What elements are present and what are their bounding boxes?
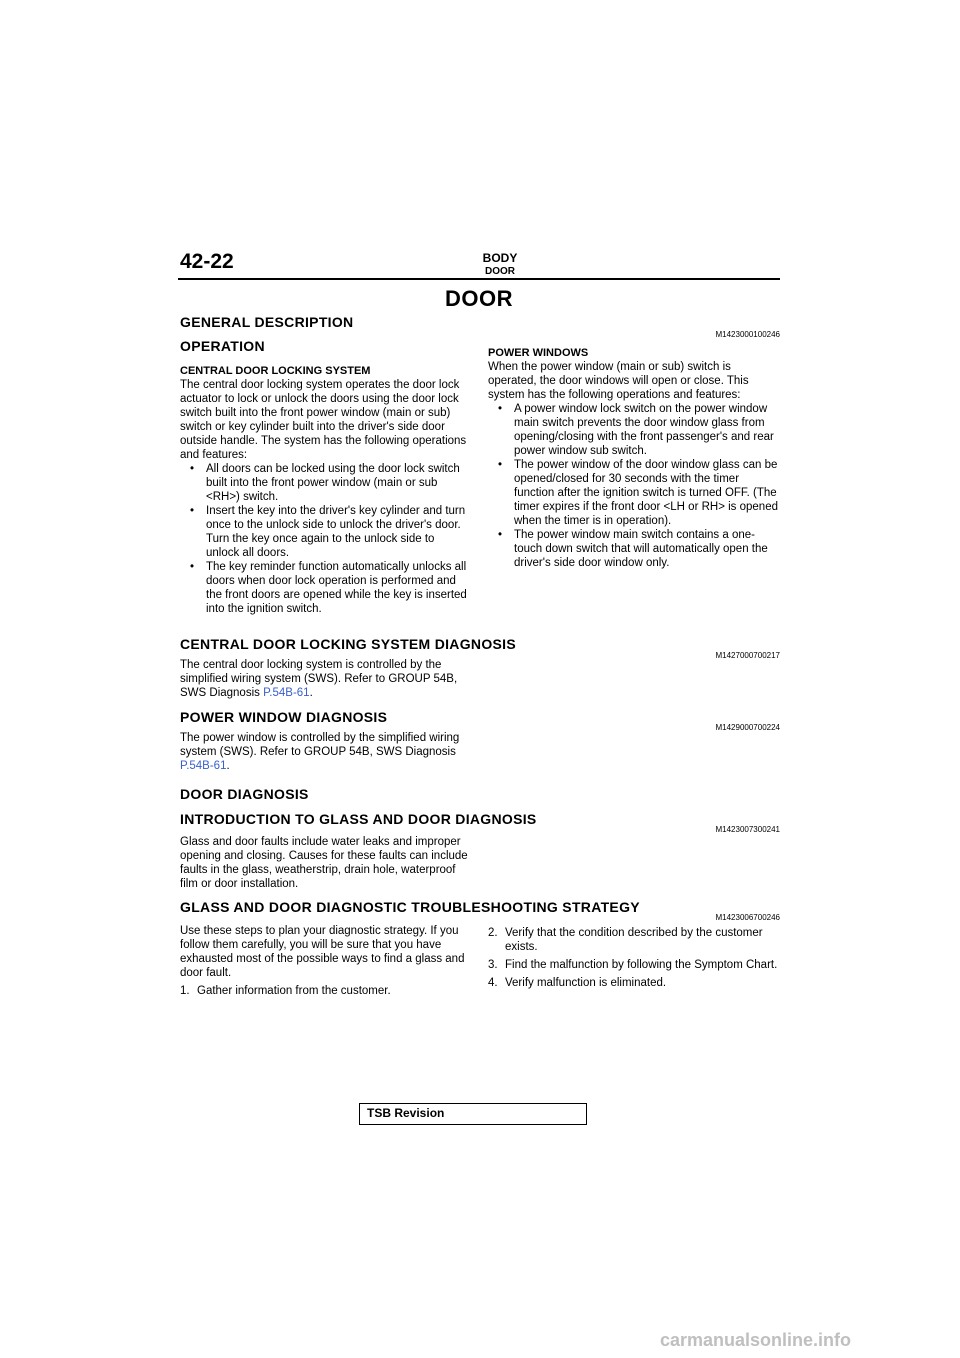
central-diagnosis-text: [180, 658, 470, 700]
general-description-code: M1423000100246: [715, 330, 780, 339]
strategy-heading: GLASS AND DOOR DIAGNOSTIC TROUBLESHOOTING STRATEGY: [180, 899, 640, 915]
step-number: 3.: [488, 959, 498, 971]
central-diagnosis-code: M1427000700217: [715, 651, 780, 660]
operation-heading: OPERATION: [180, 338, 265, 354]
strategy-step: [180, 984, 470, 998]
strategy-step: [488, 958, 780, 972]
intro-diagnosis-text: [180, 835, 470, 891]
central-diagnosis-heading: CENTRAL DOOR LOCKING SYSTEM DIAGNOSIS: [180, 636, 516, 652]
central-locking-heading: CENTRAL DOOR LOCKING SYSTEM: [180, 365, 371, 377]
power-windows-bullet: • The power window main switch contains a one-touch down switch that will automatically open the driver's side door window only.: [488, 528, 780, 570]
step-number: 1.: [180, 985, 190, 997]
tsb-revision-label: TSB Revision: [367, 1106, 445, 1120]
power-diagnosis-code: M1429000700224: [715, 723, 780, 732]
page-number: 42-22: [180, 250, 234, 273]
strategy-text: Use these steps to plan your diagnostic strategy. If you follow them carefully, you will be sure that you have exhausted most of the possible ways to find a glass and door fault.: [180, 925, 465, 979]
step-number: 4.: [488, 977, 498, 989]
central-locking-bullet: • The key reminder function automatically unlocks all doors when door lock operation is performed and the front doors are opened while the key is inserted into the ignition switch.: [180, 560, 470, 616]
strategy-step: [488, 926, 780, 954]
header-rule: [178, 278, 780, 280]
step-text: Find the malfunction by following the Symptom Chart.: [505, 959, 778, 971]
power-diagnosis-end: .: [226, 760, 230, 772]
power-diagnosis-link[interactable]: P.54B-61: [180, 760, 227, 772]
power-windows-intro: When the power window (main or sub) switch is operated, the door windows will open or close. This system has the following operations and features:: [488, 361, 749, 401]
intro-diagnosis-code: M1423007300241: [715, 825, 780, 834]
intro-diagnosis-body: Glass and door faults include water leaks and improper opening and closing. Causes for these faults can include faults in the glass, weatherstrip, drain hole, waterproof film or door installation.: [180, 836, 468, 890]
central-locking-bullet: • All doors can be locked using the door lock switch built into the front power window (main or sub <RH>) switch.: [180, 462, 470, 504]
general-description-heading: GENERAL DESCRIPTION: [180, 314, 354, 330]
intro-diagnosis-heading: INTRODUCTION TO GLASS AND DOOR DIAGNOSIS: [180, 811, 537, 827]
strategy-step: [488, 976, 780, 990]
header-subsection: DOOR: [485, 266, 515, 277]
strategy-code: M1423006700246: [715, 913, 780, 922]
power-windows-section: [488, 346, 780, 570]
strategy-right-column: [488, 926, 780, 994]
central-locking-bullet: • Insert the key into the driver's key cylinder and turn once to the unlock side to unlock the driver's door. Turn the key once again to the unlock side to unlock all doors.: [180, 504, 470, 560]
power-windows-heading: POWER WINDOWS: [488, 347, 589, 359]
page-title: DOOR: [445, 286, 513, 311]
power-diagnosis-text: [180, 731, 470, 773]
central-diagnosis-link[interactable]: P.54B-61: [263, 687, 310, 699]
header-section: BODY: [482, 251, 518, 265]
power-diagnosis-body: The power window is controlled by the simplified wiring system (SWS). Refer to GROUP 54B, SWS Diagnosis: [180, 732, 460, 758]
step-text: Gather information from the customer.: [197, 985, 391, 997]
door-diagnosis-heading: DOOR DIAGNOSIS: [180, 786, 309, 802]
central-diagnosis-end: .: [309, 687, 313, 699]
central-locking-section: [180, 364, 470, 616]
central-locking-intro: The central door locking system operates the door lock actuator to lock or unlock the doors using the door lock switch built into the front power window (main or sub) switch or key cylinder built into the driver's side door outside handle. The system has the following operations and features:: [180, 379, 467, 461]
watermark: carmanualsonline.info: [660, 1330, 852, 1350]
power-windows-bullet: • The power window of the door window glass can be opened/closed for 30 seconds with the timer function after the ignition switch is turned OFF. (The timer expires if the front door <LH or RH> is opened when the timer is in operation).: [488, 458, 780, 528]
strategy-left-column: [180, 924, 470, 1002]
step-text: Verify that the condition described by the customer exists.: [505, 927, 763, 953]
power-diagnosis-heading: POWER WINDOW DIAGNOSIS: [180, 709, 388, 725]
central-diagnosis-body: The central door locking system is controlled by the simplified wiring system (SWS). Refer to GROUP 54B, SWS Diagnosis: [180, 659, 458, 699]
step-text: Verify malfunction is eliminated.: [505, 977, 667, 989]
power-windows-bullet: • A power window lock switch on the power window main switch prevents the door window glass from opening/closing with the front passenger's and rear power window sub switch.: [488, 402, 780, 458]
step-number: 2.: [488, 927, 498, 939]
